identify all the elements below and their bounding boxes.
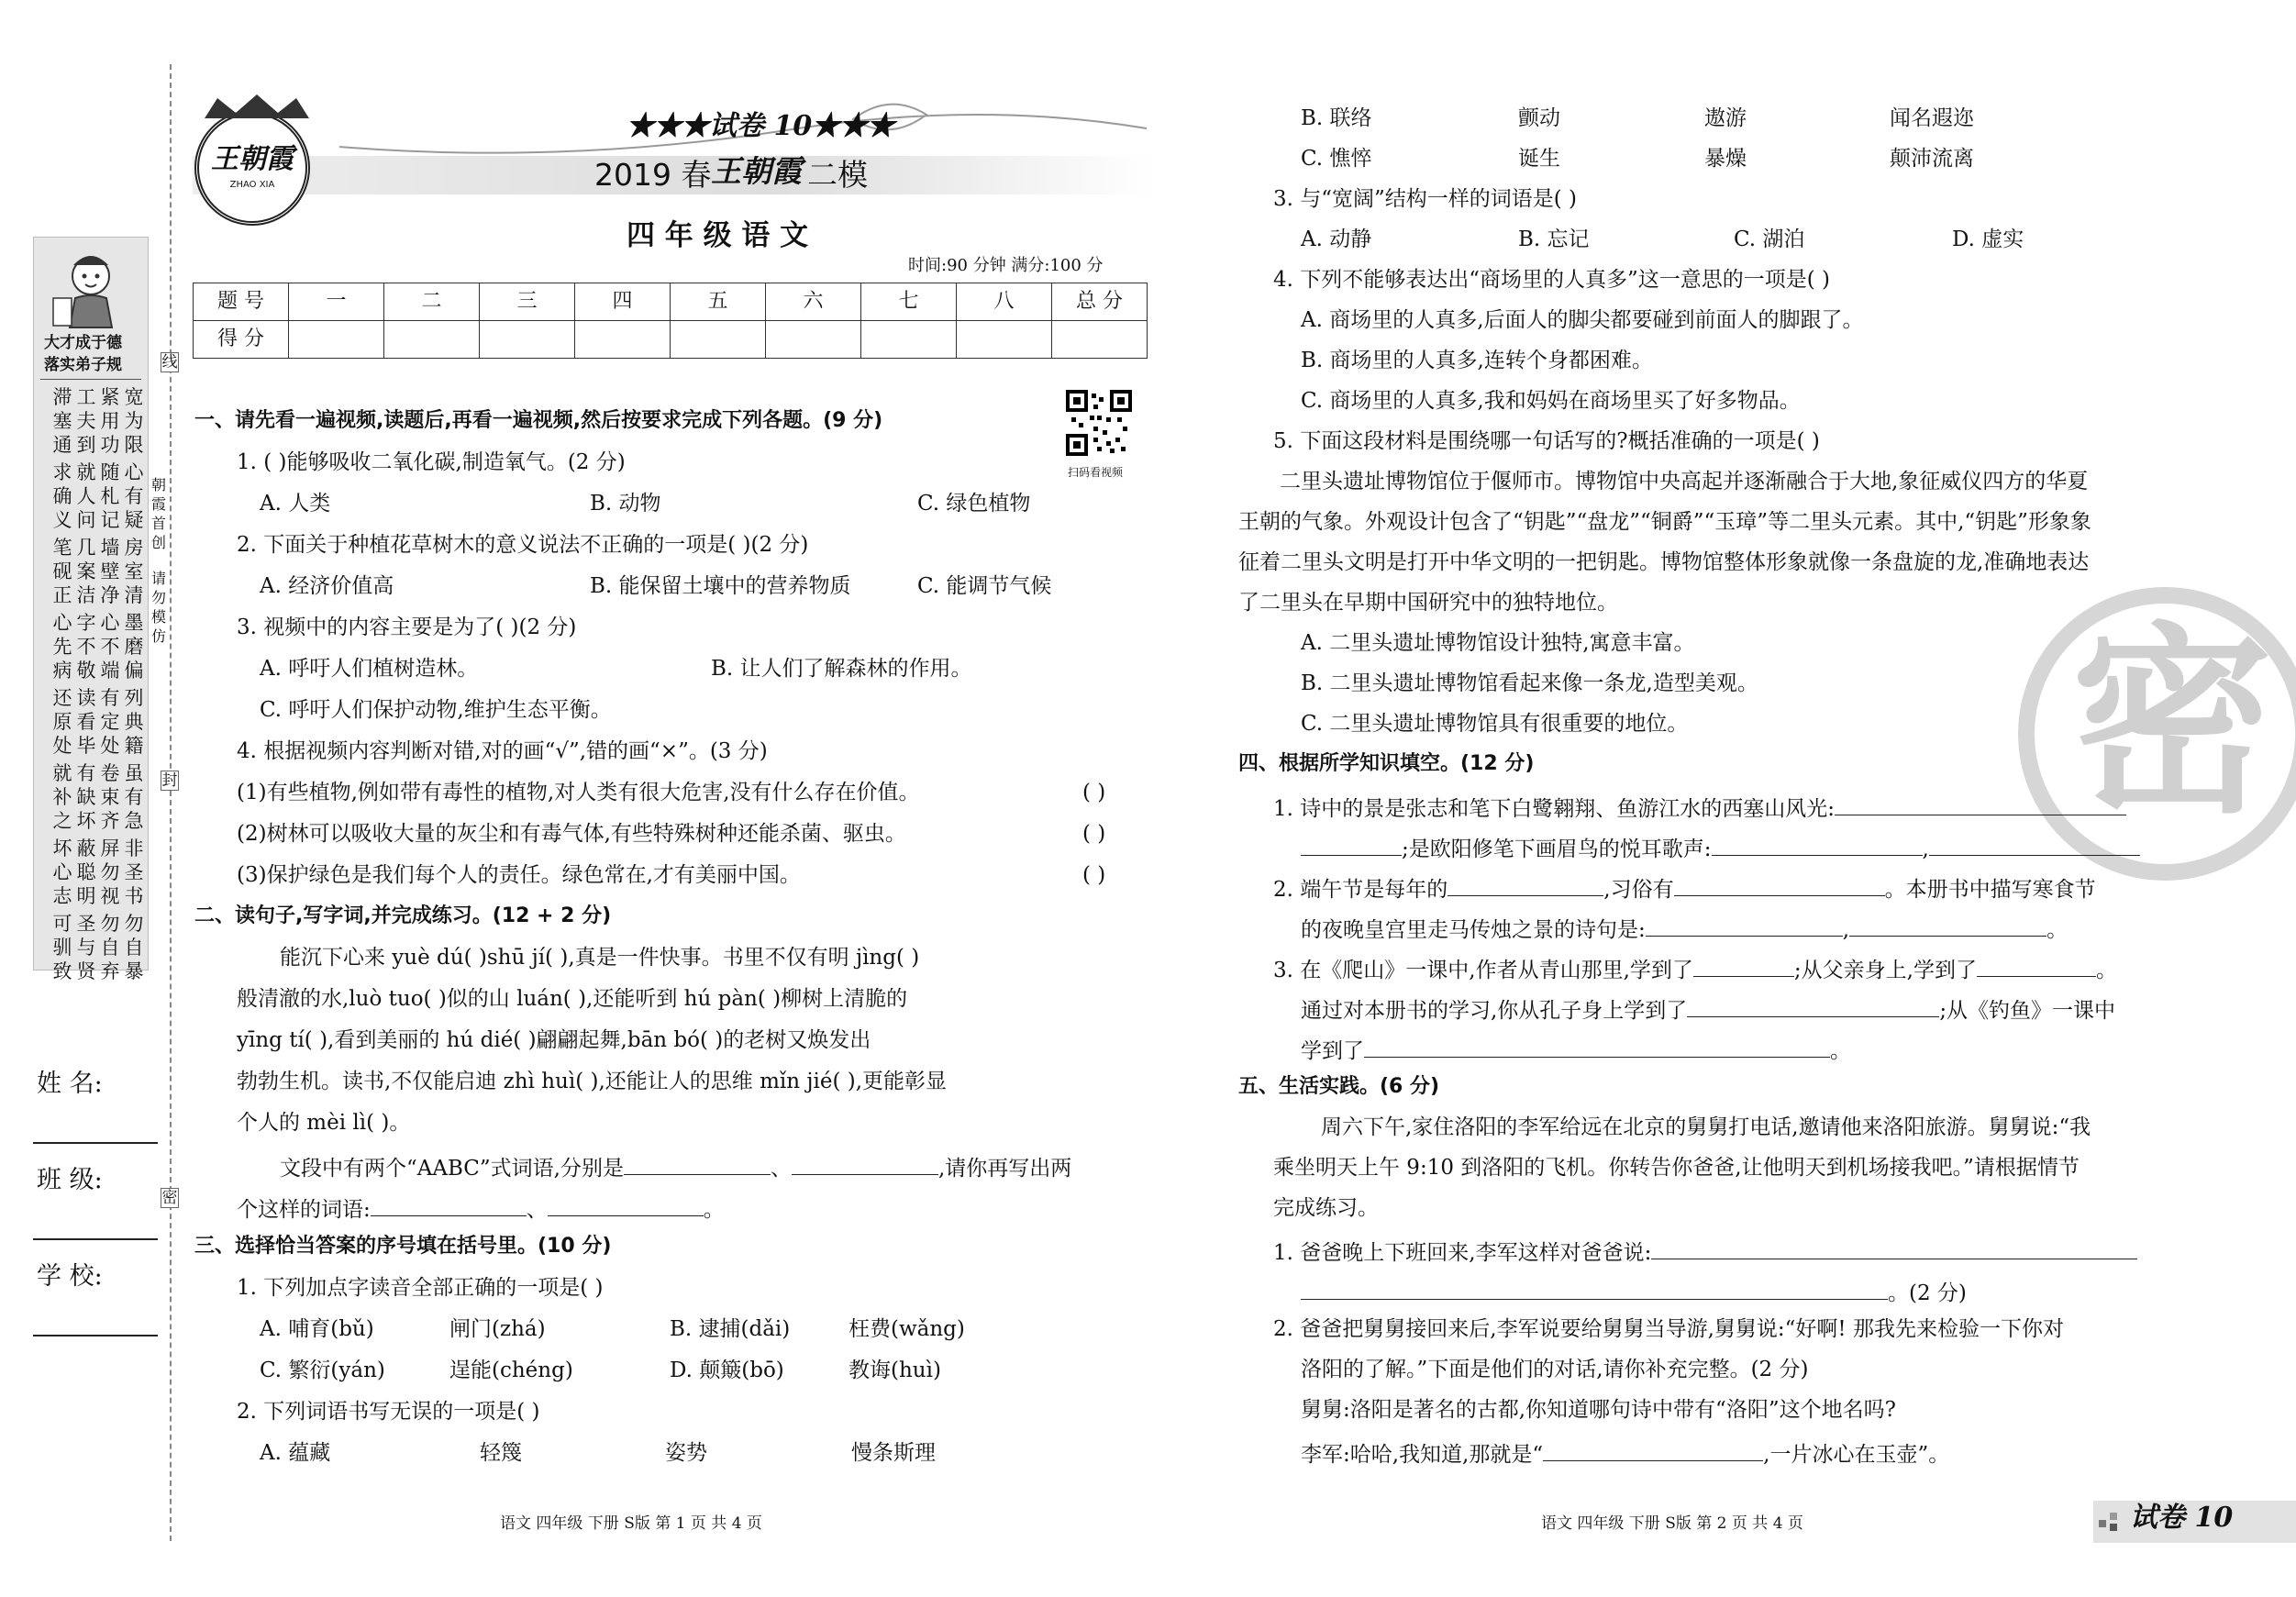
logo-seal [194, 110, 310, 226]
r-q5-text-4: 了二里头在早期中国研究中的独特地位。 [1238, 591, 1618, 615]
class-field[interactable] [33, 1238, 158, 1240]
r-q2-b3: 遨游 [1704, 106, 1747, 130]
dizigui-column: 宽为限 [124, 386, 144, 456]
dizigui-column: 可驯致 [52, 913, 72, 982]
s2-aabc-line-2 [237, 1195, 725, 1221]
s3-q1-d1: D. 颠簸(bō) [670, 1359, 784, 1382]
name-field[interactable] [33, 1142, 158, 1144]
section-2-title: 二、读句子,写字词,并完成练习。(12 + 2 分) [194, 904, 612, 927]
cut-mark-1: 线 [161, 353, 178, 372]
s4-blank-11[interactable] [1687, 996, 1939, 1017]
s4-l1a: 1. 诗中的景是张志和笔下白鹭翱翔、鱼游江水的西塞山风光: [1273, 797, 1836, 821]
dizigui-column: 勿自暴 [124, 913, 144, 982]
corner-label: 试卷 10 [2130, 1502, 2234, 1534]
s4-blank-3[interactable] [1712, 835, 1923, 856]
s1-q4-answer-2[interactable]: ( ) [1082, 822, 1106, 846]
s2-line-2: 般清澈的水,luò tuo( )似的山 luán( ),还能听到 hú pàn( )柳树上清脆的 [237, 987, 908, 1011]
qr-code[interactable] [1066, 390, 1132, 456]
s2-aabc-blank-2[interactable] [792, 1154, 938, 1175]
s4-blank-2[interactable] [1301, 835, 1402, 856]
s2-aabc-blank-4[interactable] [548, 1195, 704, 1216]
s4-l3c: 。 [2095, 959, 2117, 982]
s4-line-3 [1273, 875, 2096, 901]
s1-q1: 1. ( )能够吸收二氧化碳,制造氧气。(2 分) [237, 450, 626, 474]
dizigui-column: 列典籍 [124, 687, 144, 757]
cut-mark-3: 密 [161, 1189, 178, 1207]
s3-q2-a1: A. 蕴藏 [260, 1441, 331, 1465]
dizigui-column: 有定处 [100, 687, 120, 757]
s1-q1-opt-b: B. 动物 [590, 492, 661, 516]
score-table [193, 283, 1148, 359]
s2-aabc-text-a: 文段中有两个“AABC”式词语,分别是 [280, 1157, 624, 1181]
s5-q2e: ,一片冰心在玉壶”。 [1763, 1443, 1950, 1467]
s3-q2-a4: 慢条斯理 [851, 1441, 936, 1465]
dizigui-column: 勿自弃 [100, 913, 120, 982]
s5-q1-line-2 [1301, 1279, 1967, 1304]
s4-l2e: , [1842, 918, 1850, 942]
score-cell[interactable] [384, 321, 480, 359]
cut-mark-2: 封 [161, 771, 178, 790]
dizigui-column: 蔽聪明 [76, 837, 96, 907]
s1-q3: 3. 视频中的内容主要是为了( )(2 分) [237, 616, 577, 639]
dizigui-column: 卷束齐 [100, 762, 120, 832]
score-header-cell: 一 [289, 283, 384, 321]
dizigui-column: 就补之 [52, 762, 72, 832]
score-cell[interactable] [766, 321, 861, 359]
score-cell[interactable] [289, 321, 384, 359]
r-q2-b1: B. 联络 [1301, 106, 1372, 130]
s5-q1b: 。(2 分) [1888, 1281, 1967, 1305]
s4-l3d: 通过对本册书的学习,你从孔子身上学到了 [1301, 999, 1688, 1023]
mascot-figure [48, 243, 134, 329]
r-q3-d: D. 虚实 [1952, 227, 2024, 251]
s5-p3: 完成练习。 [1273, 1196, 1379, 1220]
s4-l2b: ,习俗有 [1603, 878, 1674, 902]
s4-line-7 [1301, 1037, 1851, 1062]
s5-q2a: 2. 爸爸把舅舅接回来后,李军说要给舅舅当导游,舅舅说:“好啊! 那我先来检验一下你对 [1273, 1317, 2064, 1341]
r-q3: 3. 与“宽阔”结构一样的词语是( ) [1273, 187, 1578, 211]
s1-q4: 4. 根据视频内容判断对错,对的画“√”,错的画“×”。(3 分) [237, 739, 768, 763]
s2-aabc-end: 。 [703, 1198, 725, 1222]
dizigui-column: 工夫到 [76, 386, 96, 456]
score-header-cell: 总 分 [1052, 283, 1148, 321]
r-q5-text-1: 二里头遗址博物馆位于偃师市。博物馆中央高起并逐渐融合于大地,象征威仪四方的华夏 [1280, 470, 2089, 494]
score-header-cell: 七 [861, 283, 957, 321]
dizigui-column: 屏勿视 [100, 837, 120, 907]
s3-q1-b1: B. 逮捕(dǎi) [670, 1317, 791, 1341]
s3-q1-d2: 教诲(huì) [849, 1359, 941, 1382]
exam-number: ★★★试卷 10★★★ [627, 110, 895, 142]
s4-l2d: 的夜晚皇宫里走马传烛之景的诗句是: [1301, 918, 1646, 942]
r-q5-c: C. 二里头遗址博物馆具有很重要的地位。 [1301, 712, 1689, 736]
dizigui-column: 圣与贤 [76, 913, 96, 982]
dizigui-column: 还原处 [52, 687, 72, 757]
r-q5-b: B. 二里头遗址博物馆看起来像一条龙,造型美观。 [1301, 671, 1758, 695]
r-q2-b2: 颤动 [1518, 106, 1560, 130]
s2-aabc-text-c: ,请你再写出两 [937, 1157, 1072, 1181]
dizigui-column: 虽有急 [124, 762, 144, 832]
s3-q1-b2: 枉费(wǎng) [849, 1317, 965, 1341]
s3-q1: 1. 下列加点字读音全部正确的一项是( ) [237, 1276, 604, 1300]
dizigui-column: 几案洁 [76, 537, 96, 606]
logo-sub: ZHAO XIA [229, 180, 275, 190]
s4-line-1 [1273, 794, 2126, 820]
s4-l3g: 。 [1830, 1039, 1851, 1063]
dizigui-column: 非圣书 [124, 837, 144, 907]
score-header-cell: 二 [384, 283, 480, 321]
s1-q3-opt-a: A. 呼吁人们植树造林。 [260, 657, 479, 681]
qr-caption: 扫码看视频 [1068, 466, 1124, 479]
s5-blank-2[interactable] [1301, 1279, 1888, 1300]
score-header-cell: 八 [957, 283, 1052, 321]
s3-q1-a1: A. 哺育(bǔ) [260, 1317, 374, 1341]
margin-note-1: 朝霞首创 [151, 476, 167, 551]
s2-aabc-sep-2: 、 [526, 1198, 548, 1222]
score-cell[interactable] [575, 321, 671, 359]
s2-line-5: 个人的 mèi lì( )。 [237, 1111, 411, 1135]
left-footer: 语文 四年级 下册 S版 第 1 页 共 4 页 [500, 1514, 762, 1533]
dizigui-column: 笔砚正 [52, 537, 72, 606]
dizigui-column: 墨磨偏 [124, 612, 144, 682]
s4-blank-1[interactable] [1835, 794, 2126, 815]
score-cell[interactable] [957, 321, 1052, 359]
s1-q2-opt-c: C. 能调节气候 [917, 574, 1052, 598]
s1-q1-opt-a: A. 人类 [260, 492, 331, 516]
dizigui-column: 有缺坏 [76, 762, 96, 832]
s2-aabc-line [280, 1154, 1071, 1180]
dizigui-column: 心先病 [52, 612, 72, 682]
s1-q3-opt-c: C. 呼吁人们保护动物,维护生态平衡。 [260, 698, 612, 722]
s3-q1-a2: 闸门(zhá) [449, 1317, 546, 1341]
score-row-label: 得 分 [194, 321, 289, 359]
s4-blank-4[interactable] [1929, 835, 2140, 856]
corner-squares [2099, 1509, 2126, 1539]
dizigui-column: 心有疑 [124, 461, 144, 531]
s1-q4-answer-1[interactable]: ( ) [1082, 781, 1106, 804]
section-1-title: 一、请先看一遍视频,读题后,再看一遍视频,然后按要求完成下列各题。(9 分) [194, 409, 883, 432]
s2-line-1: 能沉下心来 yuè dú( )shū jí( ),真是一件快事。书里不仅有明 jìng( ) [280, 946, 920, 970]
dizigui-column: 墙壁净 [100, 537, 120, 606]
score-table-header [194, 283, 1148, 321]
dizigui-column: 随札记 [100, 461, 120, 531]
s5-blank-3[interactable] [1543, 1440, 1763, 1461]
s4-l2a: 2. 端午节是每年的 [1273, 878, 1448, 902]
r-q3-b: B. 忘记 [1518, 227, 1590, 251]
r-q4-b: B. 商场里的人真多,连转个身都困难。 [1301, 349, 1653, 372]
s4-blank-6[interactable] [1674, 875, 1885, 896]
r-q5: 5. 下面这段材料是围绕哪一句话写的?概括准确的一项是( ) [1273, 429, 1820, 453]
s4-blank-7[interactable] [1646, 915, 1843, 937]
s2-aabc-text-d: 个这样的词语: [237, 1198, 371, 1222]
margin-note-2: 请勿模仿 [151, 570, 167, 645]
s1-q2-opt-a: A. 经济价值高 [260, 574, 394, 598]
s1-q2-opt-b: B. 能保留土壤中的营养物质 [590, 574, 851, 598]
s5-q1-line [1273, 1238, 2137, 1264]
s5-blank-1[interactable] [1651, 1238, 2137, 1259]
s4-line-5 [1273, 956, 2117, 981]
dizigui-column: 求确义 [52, 461, 72, 531]
s1-q3-opt-b: B. 让人们了解森林的作用。 [711, 657, 972, 681]
r-q4-a: A. 商场里的人真多,后面人的脚尖都要碰到前面人的脚跟了。 [1301, 308, 1864, 332]
s4-line-2 [1301, 835, 2140, 860]
s5-q2b: 洛阳的了解。”下面是他们的对话,请你补充完整。(2 分) [1301, 1358, 1809, 1381]
dizigui-column: 紧用功 [100, 386, 120, 456]
r-q4: 4. 下列不能够表达出“商场里的人真多”这一意思的一项是( ) [1273, 268, 1831, 292]
time-info: 时间:90 分钟 满分:100 分 [908, 256, 1104, 275]
s5-p1: 周六下午,家住洛阳的李军给远在北京的舅舅打电话,邀请他来洛阳旅游。舅舅说:“我 [1321, 1115, 2091, 1139]
motto-bottom: 落实弟子规 [44, 356, 122, 374]
name-label: 姓 名: [37, 1070, 103, 1098]
score-table-row [194, 321, 1148, 359]
s4-l2c: 。本册书中描写寒食节 [1884, 878, 2096, 902]
s4-l2f: 。 [2046, 918, 2069, 942]
s4-l3a: 3. 在《爬山》一课中,作者从青山那里,学到了 [1273, 959, 1693, 982]
right-footer: 语文 四年级 下册 S版 第 2 页 共 4 页 [1541, 1514, 1803, 1533]
section-4-title: 四、根据所学知识填空。(12 分) [1238, 752, 1535, 775]
s5-q2c: 舅舅:洛阳是著名的古都,你知道哪句诗中带有“洛阳”这个地名吗? [1301, 1398, 1896, 1422]
s4-l1b: ;是欧阳修笔下画眉鸟的悦耳歌声: [1402, 837, 1712, 861]
subject-title: 四 年 级 语 文 [627, 219, 809, 252]
s2-line-4: 勃勃生机。读书,不仅能启迪 zhì huì( ),还能让人的思维 mǐn jié( ),更能彰显 [237, 1070, 948, 1093]
s2-aabc-blank-3[interactable] [371, 1195, 527, 1216]
s3-q2-a2: 轻篾 [480, 1441, 522, 1465]
exam-title-brand: 王朝霞 [711, 153, 802, 189]
s4-blank-10[interactable] [1977, 956, 2096, 977]
s5-p2: 乘坐明天上午 9:10 到洛阳的飞机。你转告你爸爸,让他明天到机场接我吧。”请根据情节 [1273, 1156, 2080, 1180]
binding-line [170, 64, 172, 1541]
school-field[interactable] [33, 1335, 158, 1336]
r-q5-text-2: 王朝的气象。外观设计包含了“钥匙”“盘龙”“铜爵”“玉璋”等二里头元素。其中,“钥匙”形象象 [1238, 510, 2091, 534]
s5-q2-answer-line [1301, 1440, 1949, 1466]
dizigui-column: 就人问 [76, 461, 96, 531]
s5-q1a: 1. 爸爸晚上下班回来,李军这样对爸爸说: [1273, 1241, 1652, 1265]
logo-text: 王朝霞 [211, 143, 294, 175]
score-cell[interactable] [861, 321, 957, 359]
s5-q2d: 李军:哈哈,我知道,那就是“ [1301, 1443, 1544, 1467]
s4-l3b: ;从父亲身上,学到了 [1793, 959, 1977, 982]
dizigui-column: 字不敬 [76, 612, 96, 682]
dizigui-column: 房室清 [124, 537, 144, 606]
score-header-cell: 题 号 [194, 283, 289, 321]
watermark-text: 密 [2071, 605, 2274, 840]
section-5-title: 五、生活实践。(6 分) [1238, 1075, 1440, 1098]
motto-divider [40, 379, 141, 380]
s1-q4-answer-3[interactable]: ( ) [1082, 863, 1106, 887]
s4-l3e: ;从《钓鱼》一课中 [1939, 999, 2116, 1023]
dizigui-column: 心不端 [100, 612, 120, 682]
score-header-cell: 五 [671, 283, 766, 321]
s1-q4-item-3: (3)保护绿色是我们每个人的责任。绿色常在,才有美丽中国。 [237, 863, 801, 887]
s1-q4-item-1: (1)有些植物,例如带有毒性的植物,对人类有很大危害,没有什么存在价值。 [237, 781, 920, 804]
class-label: 班 级: [37, 1166, 103, 1194]
s3-q1-c1: C. 繁衍(yán) [260, 1359, 385, 1382]
score-cell[interactable] [671, 321, 766, 359]
r-q5-text-3: 征着二里头文明是打开中华文明的一把钥匙。博物馆整体形象就像一条盘旋的龙,准确地表达 [1238, 550, 2090, 574]
score-header-cell: 四 [575, 283, 671, 321]
s4-blank-9[interactable] [1693, 956, 1794, 977]
r-q3-a: A. 动静 [1301, 227, 1372, 251]
crown-icon [192, 93, 322, 120]
s1-q2: 2. 下面关于种植花草树木的意义说法不正确的一项是( )(2 分) [237, 533, 809, 557]
score-header-cell: 六 [766, 283, 861, 321]
score-header-cell: 三 [480, 283, 575, 321]
r-q2-c1: C. 憔悴 [1301, 147, 1372, 171]
r-q2-b4: 闻名遐迩 [1890, 106, 1974, 130]
s2-aabc-sep: 、 [770, 1157, 792, 1181]
r-q4-c: C. 商场里的人真多,我和妈妈在商场里买了好多物品。 [1301, 389, 1801, 413]
r-q2-c4: 颠沛流离 [1890, 147, 1974, 171]
s4-line-4 [1301, 915, 2068, 941]
s4-l1c: , [1922, 837, 1929, 861]
s4-line-6 [1301, 996, 2115, 1022]
school-label: 学 校: [37, 1262, 103, 1291]
r-q5-a: A. 二里头遗址博物馆设计独特,寓意丰富。 [1301, 631, 1695, 655]
s4-blank-5[interactable] [1447, 875, 1603, 896]
s4-l3f: 学到了 [1301, 1039, 1364, 1063]
s3-q1-c2: 逞能(chéng) [449, 1359, 573, 1382]
s2-aabc-blank-1[interactable] [624, 1154, 771, 1175]
s3-q2: 2. 下列词语书写无误的一项是( ) [237, 1400, 540, 1424]
s2-line-3: yīng tí( ),看到美丽的 hú dié( )翩翩起舞,bān bó( )的老树又焕发出 [237, 1028, 871, 1052]
s3-q2-a3: 姿势 [665, 1441, 707, 1465]
dizigui-column: 坏心志 [52, 837, 72, 907]
dizigui-column: 读看毕 [76, 687, 96, 757]
r-q2-c3: 暴燥 [1704, 147, 1747, 171]
dizigui-column: 滞塞通 [52, 386, 72, 456]
r-q2-c2: 诞生 [1518, 147, 1560, 171]
s4-blank-8[interactable] [1849, 915, 2046, 937]
section-3-title: 三、选择恰当答案的序号填在括号里。(10 分) [194, 1235, 612, 1258]
s1-q1-opt-c: C. 绿色植物 [917, 492, 1031, 516]
motto-top: 大才成于德 [44, 334, 122, 352]
score-cell[interactable] [1052, 321, 1148, 359]
r-q3-c: C. 湖泊 [1734, 227, 1805, 251]
score-cell[interactable] [480, 321, 575, 359]
exam-title-a: 2019 春 [594, 157, 712, 193]
exam-title-b: 二模 [807, 157, 868, 193]
s1-q4-item-2: (2)树林可以吸收大量的灰尘和有毒气体,有些特殊树种还能杀菌、驱虫。 [237, 822, 906, 846]
s4-blank-12[interactable] [1364, 1037, 1830, 1058]
